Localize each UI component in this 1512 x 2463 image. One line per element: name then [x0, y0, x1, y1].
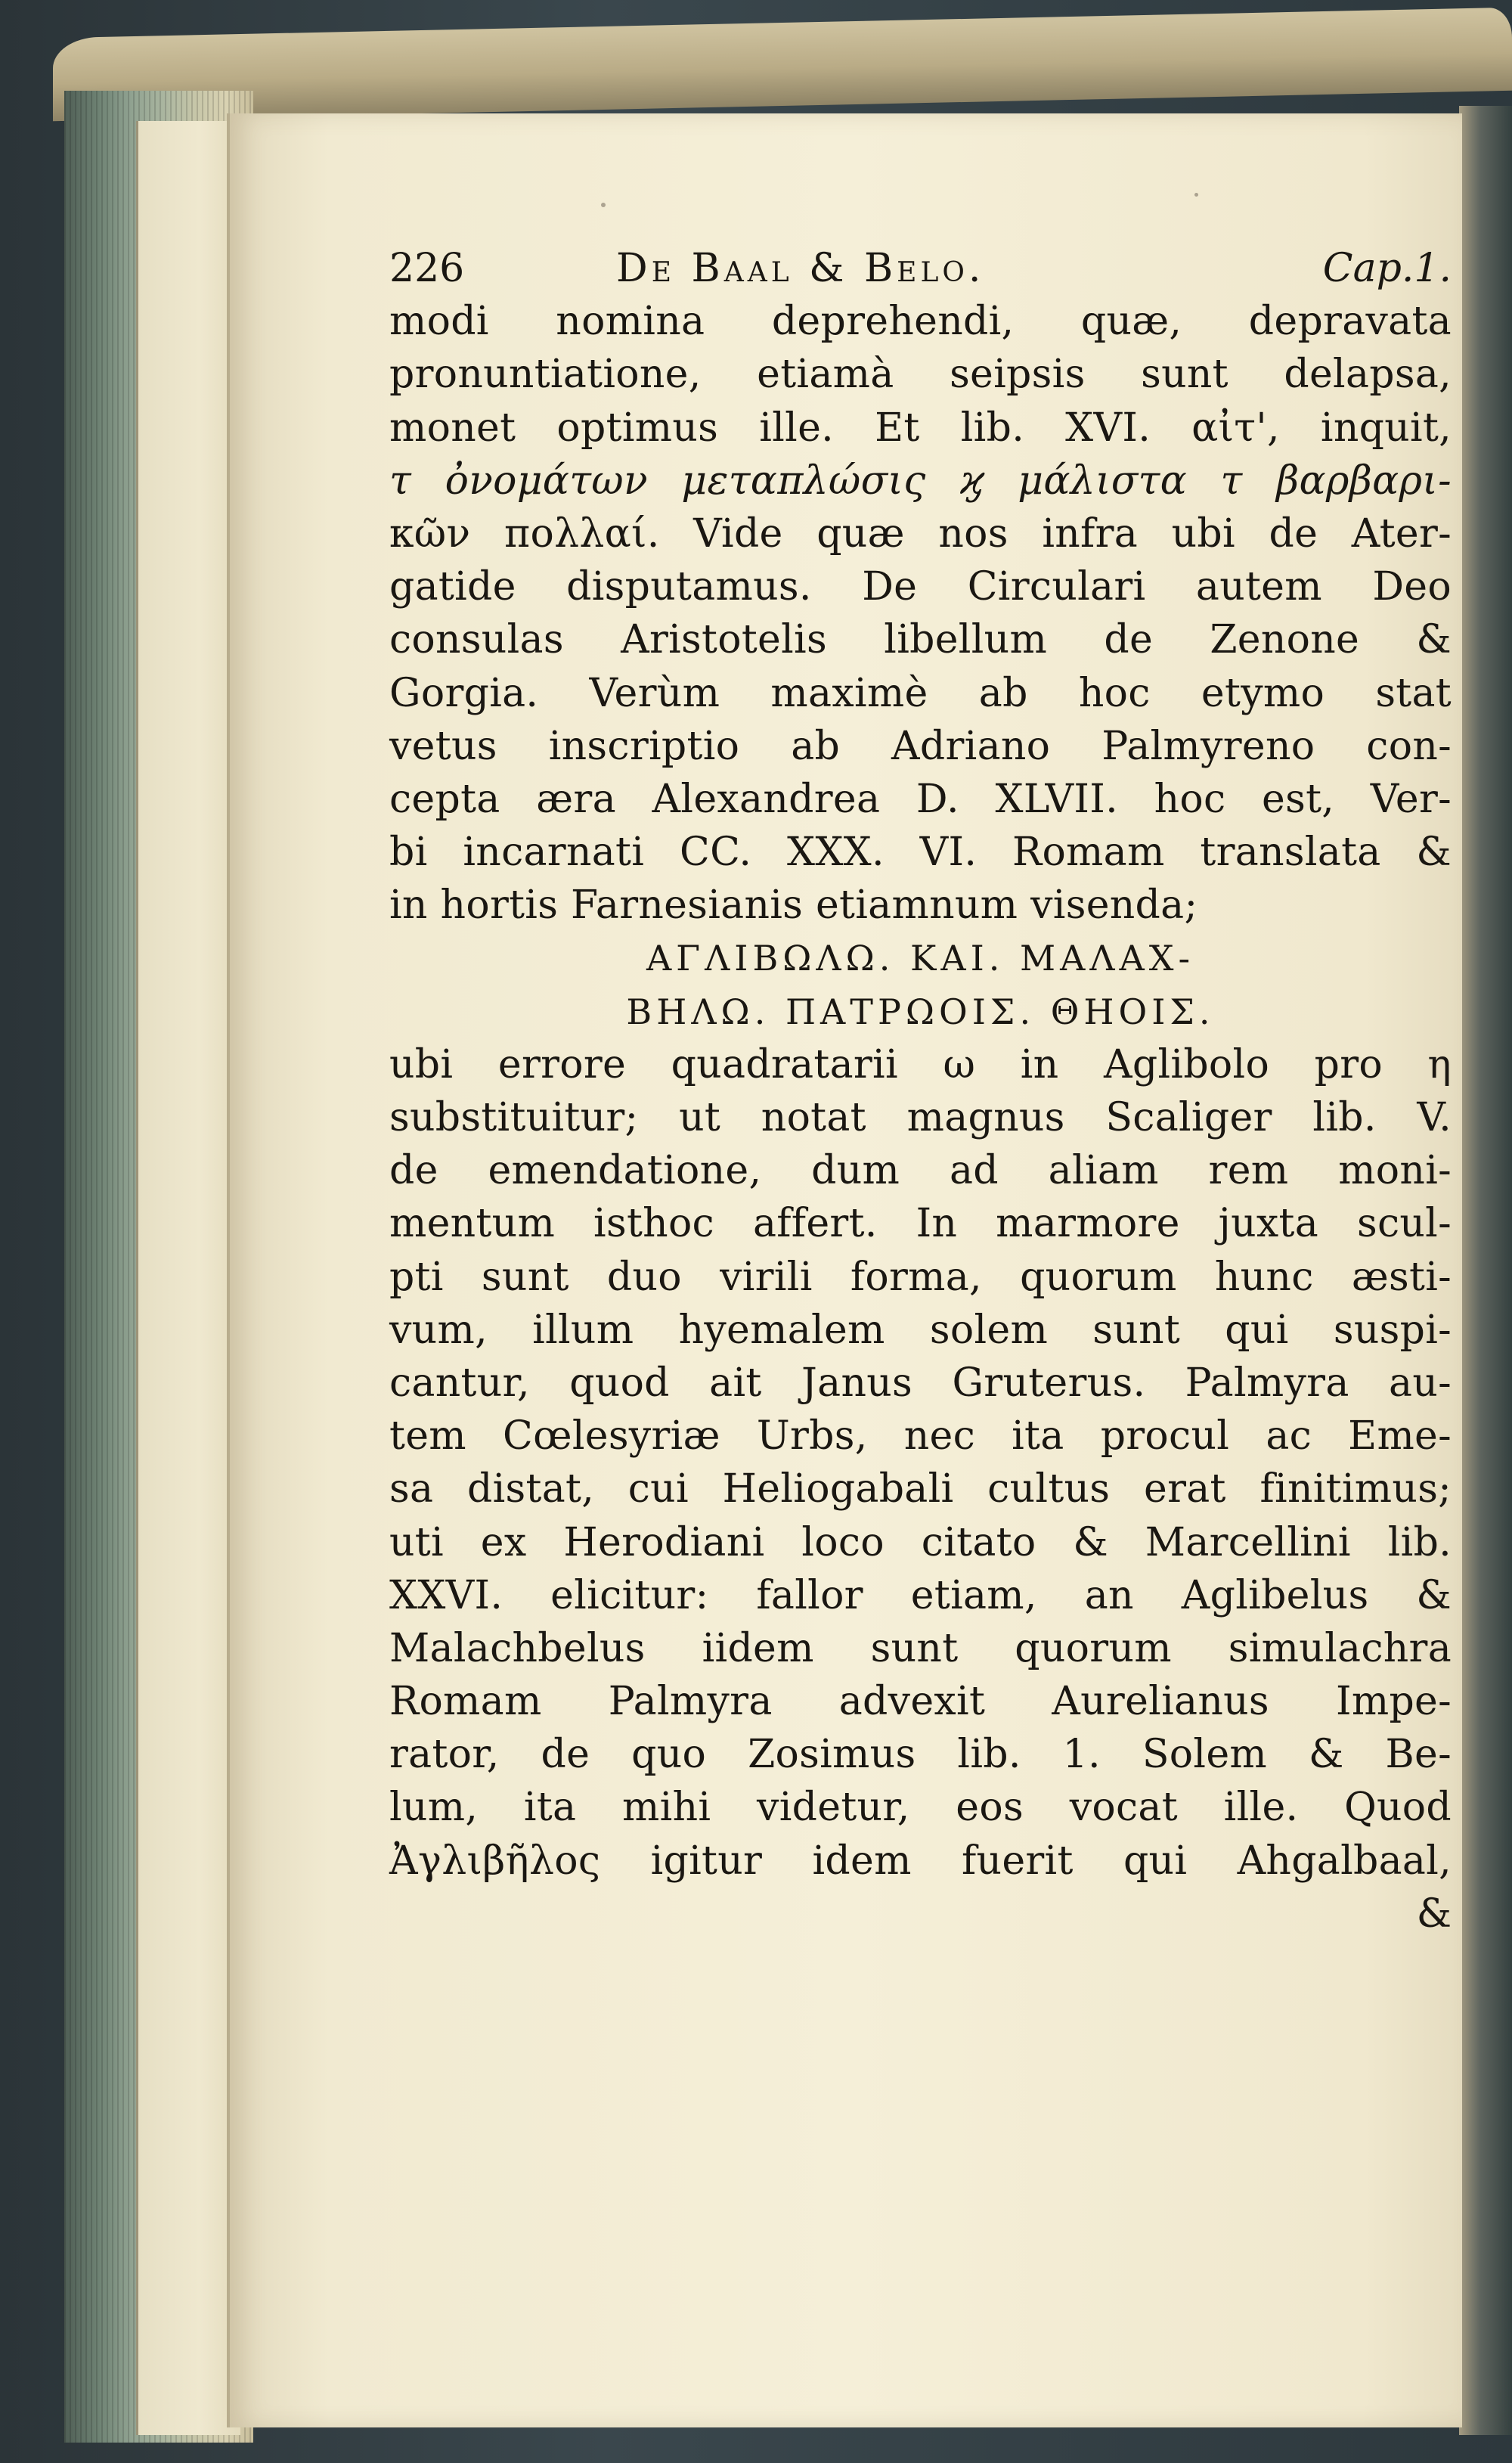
text-line: vum, illum hyemalem solem sunt qui suspi-: [389, 1307, 1452, 1353]
text-line: substituitur; ut notat magnus Scaliger lib. V.: [389, 1095, 1452, 1140]
text-line: XXVI. elicitur: fallor etiam, an Aglibelus &: [389, 1572, 1452, 1618]
inscription-line: ΒΗΛΩ. ΠΑΤΡΩΟΙΣ. ΘΗΟΙΣ.: [626, 991, 1215, 1032]
book-gutter-right: [1459, 106, 1512, 2435]
catchword: &: [1416, 1891, 1452, 1937]
text-line: sa distat, cui Heliogabali cultus erat finitimus;: [389, 1466, 1452, 1512]
running-title: De Baal & Belo.: [616, 246, 985, 291]
text-line: in hortis Farnesianis etiamnum visenda;: [389, 883, 1198, 929]
greek-line: τ ὀνομάτων μεταπλώσις ϗ μάλιστα τ βαρβαρι-: [389, 458, 1452, 504]
book-page-edges: [64, 91, 253, 2443]
text-line: gatide disputamus. De Circulari autem Deo: [389, 564, 1452, 610]
chapter-label: Cap.1.: [1322, 246, 1452, 291]
text-line: monet optimus ille. Et lib. XVI. αἰτ', inquit,: [389, 405, 1452, 451]
text-line: mentum isthoc affert. In marmore juxta scul-: [389, 1201, 1452, 1247]
text-line: consulas Aristotelis libellum de Zenone &: [389, 617, 1452, 663]
page-text: [389, 242, 1452, 1940]
text-line: pronuntiatione, etiamà seipsis sunt delapsa,: [389, 352, 1452, 398]
text-line: Ἀγλιβῆλος igitur idem fuerit qui Ahgalbaal,: [389, 1838, 1452, 1884]
ink-spot: [601, 203, 606, 207]
text-line: Gorgia. Verùm maximè ab hoc etymo stat: [389, 670, 1452, 716]
text-line: κῶν πολλαί. Vide quæ nos infra ubi de Ater-: [389, 510, 1452, 557]
text-line: ubi errore quadratarii ω in Aglibolo pro η: [389, 1041, 1452, 1087]
text-line: pti sunt duo virili forma, quorum hunc æsti-: [389, 1254, 1452, 1300]
catchword-row: [389, 1888, 1452, 1940]
page-header: [389, 242, 1452, 295]
text-line: cantur, quod ait Janus Gruterus. Palmyra au-: [389, 1360, 1452, 1406]
text-line: vetus inscriptio ab Adriano Palmyreno con-: [389, 723, 1452, 769]
text-line: Malachbelus iidem sunt quorum simulachra: [389, 1625, 1452, 1671]
text-line: cepta æra Alexandrea D. XLVII. hoc est, Ver-: [389, 776, 1452, 822]
text-line: modi nomina deprehendi, quæ, depravata: [389, 299, 1452, 345]
text-line: tem Cœlesyriæ Urbs, nec ita procul ac Eme-: [389, 1413, 1452, 1459]
ink-spot: [1194, 193, 1198, 197]
text-line: lum, ita mihi videtur, eos vocat ille. Quod: [389, 1785, 1452, 1831]
text-line: de emendatione, dum ad aliam rem moni-: [389, 1148, 1452, 1194]
text-line: bi incarnati CC. XXX. VI. Romam translata &: [389, 830, 1452, 876]
text-line: Romam Palmyra advexit Aurelianus Impe-: [389, 1679, 1452, 1725]
text-line: rator, de quo Zosimus lib. 1. Solem & Be-: [389, 1732, 1452, 1778]
page-number: 226: [389, 246, 465, 291]
inscription-line: ΑΓΛΙΒΩΛΩ. ΚΑΙ. ΜΑΛΑΧ-: [646, 938, 1195, 979]
page-stack: [136, 121, 240, 2435]
text-line: uti ex Herodiani loco citato & Marcellini lib.: [389, 1519, 1452, 1565]
